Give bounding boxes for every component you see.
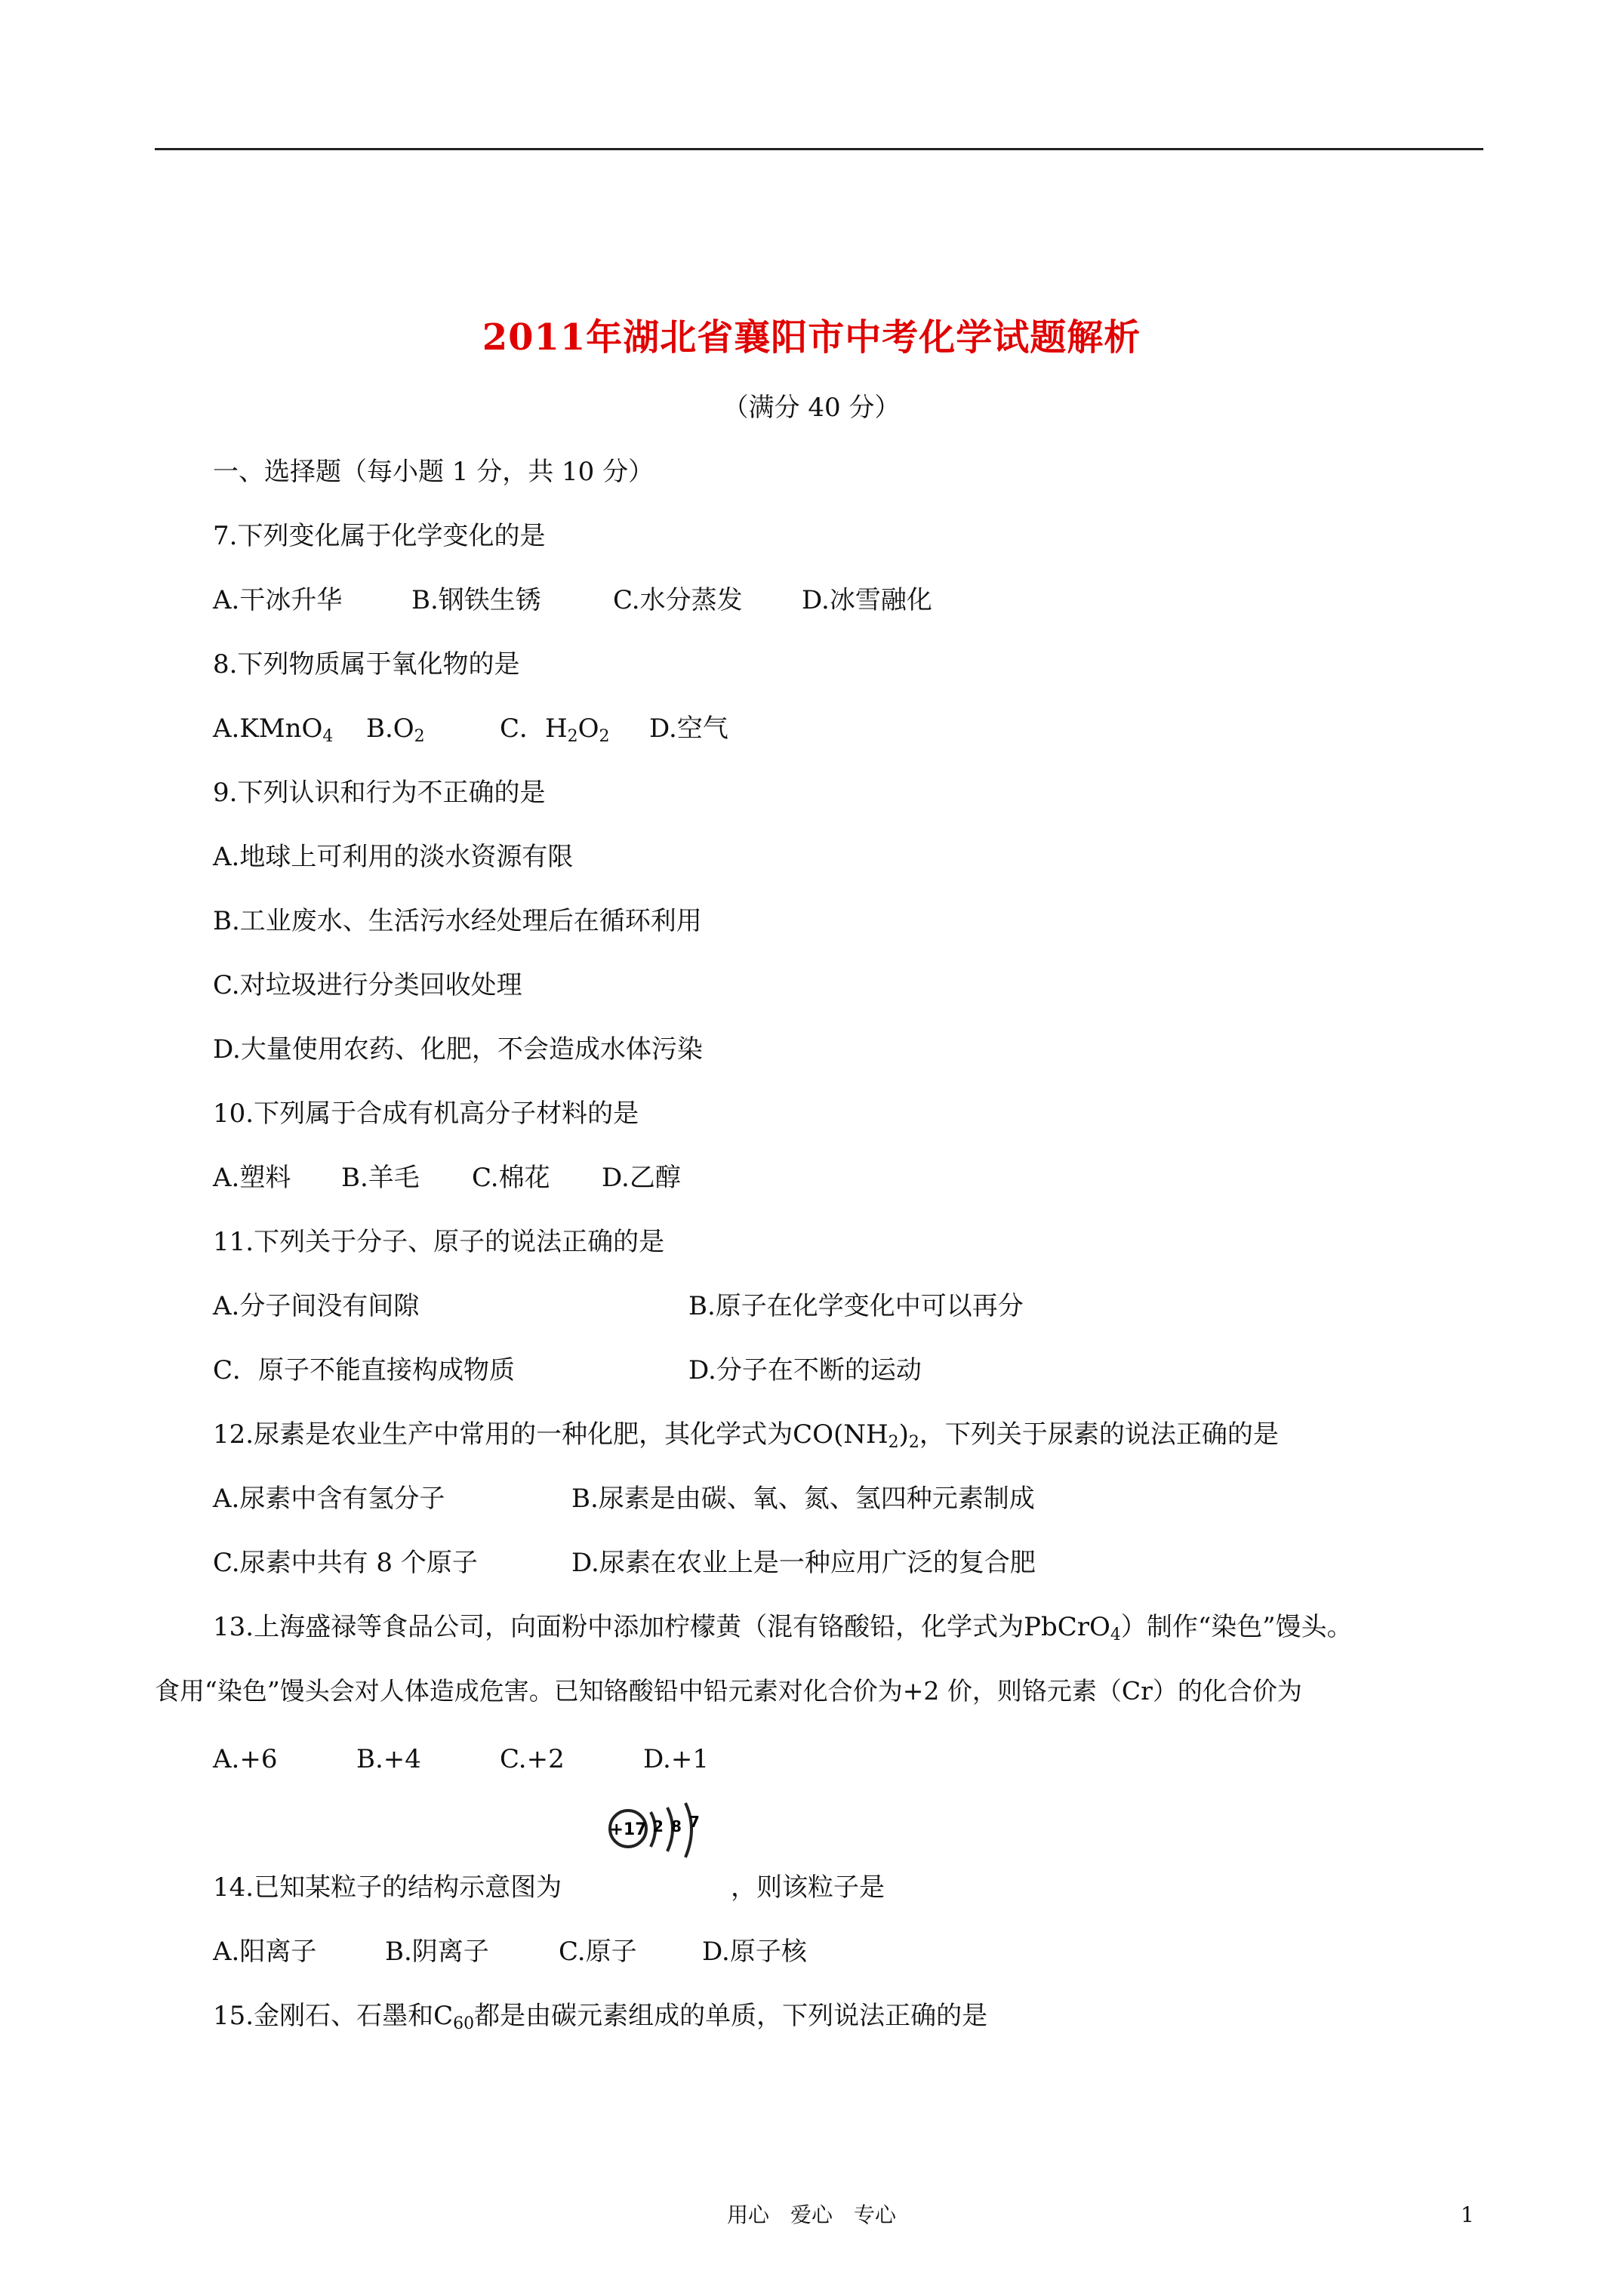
q7-stem: 7.下列变化属于化学变化的是 xyxy=(213,521,546,551)
nucleus-charge: +17 xyxy=(609,1820,647,1839)
shell-1-electrons: 2 xyxy=(653,1817,664,1835)
q9-option-d: D.大量使用农药、化肥，不会造成水体污染 xyxy=(213,1034,703,1065)
shell-3-electrons: 7 xyxy=(689,1813,700,1831)
q11-option-d: D.分子在不断的运动 xyxy=(688,1355,922,1385)
q11-option-b: B.原子在化学变化中可以再分 xyxy=(688,1291,1024,1321)
footer-motto: 用心 爱心 专心 xyxy=(726,2202,896,2227)
q13-option-b: B.+4 xyxy=(356,1744,421,1774)
q9-option-c: C.对垃圾进行分类回收处理 xyxy=(213,970,522,1000)
q10-option-c: C.棉花 xyxy=(472,1163,550,1193)
q8-option-c: C．$H_2O_2$ xyxy=(500,713,610,746)
q9-option-a: A.地球上可利用的淡水资源有限 xyxy=(213,842,574,872)
q7-option-b: B.钢铁生锈 xyxy=(411,585,541,615)
q13-option-a: A.+6 xyxy=(213,1744,278,1774)
q10-option-d: D.乙醇 xyxy=(602,1163,681,1193)
q10-option-b: B.羊毛 xyxy=(341,1163,420,1193)
section-heading: 一、选择题（每小题 1 分，共 10 分） xyxy=(213,457,654,487)
q13-stem-line2: 食用“染色”馒头会对人体造成危害。已知铬酸铅中铅元素对化合价为+2 价，则铬元素（Cr）的化合价为 xyxy=(155,1676,1302,1706)
q14-option-d: D.原子核 xyxy=(702,1937,807,1967)
page-number: 1 xyxy=(1461,2202,1474,2227)
q7-option-d: D.冰雪融化 xyxy=(802,585,932,615)
q12-option-a: A.尿素中含有氢分子 xyxy=(213,1484,445,1514)
q7-option-c: C.水分蒸发 xyxy=(613,585,743,615)
q10-option-a: A.塑料 xyxy=(213,1163,291,1193)
q12-option-b: B.尿素是由碳、氧、氮、氢四种元素制成 xyxy=(571,1484,1035,1514)
q7-option-a: A.干冰升华 xyxy=(213,585,343,615)
q10-stem: 10.下列属于合成有机高分子材料的是 xyxy=(213,1099,639,1129)
q9-stem: 9.下列认识和行为不正确的是 xyxy=(213,778,546,808)
q14-stem-pre: 14.已知某粒子的结构示意图为 xyxy=(213,1872,562,1903)
q15-stem: 15.金刚石、石墨和$C_{60}$都是由碳元素组成的单质，下列说法正确的是 xyxy=(213,2001,988,2033)
q14-option-a: A.阳离子 xyxy=(213,1937,317,1967)
shell-2-electrons: 8 xyxy=(671,1817,682,1835)
header-rule xyxy=(155,148,1483,150)
q14-stem-post: ，则该粒子是 xyxy=(731,1872,885,1903)
q13-option-c: C.+2 xyxy=(500,1744,565,1774)
q14-option-c: C.原子 xyxy=(559,1937,637,1967)
score-note: （满分 40 分） xyxy=(722,393,901,423)
q13-stem-line1: 13.上海盛禄等食品公司，向面粉中添加柠檬黄（混有铬酸铅，化学式为PbCrO$_4$）制作“染色”馒头。 xyxy=(213,1612,1353,1644)
atom-structure-diagram xyxy=(604,1797,725,1880)
q13-option-d: D.+1 xyxy=(643,1744,709,1774)
q12-option-d: D.尿素在农业上是一种应用广泛的复合肥 xyxy=(571,1548,1036,1578)
q8-stem: 8.下列物质属于氧化物的是 xyxy=(213,649,520,680)
q11-option-c: C．原子不能直接构成物质 xyxy=(213,1355,516,1385)
q14-option-b: B.阴离子 xyxy=(385,1937,489,1967)
q11-stem: 11.下列关于分子、原子的说法正确的是 xyxy=(213,1227,665,1257)
q8-option-b: $B.O_2$ xyxy=(366,713,425,746)
q12-stem: 12.尿素是农业生产中常用的一种化肥，其化学式为$CO(NH_2)_2$，下列关于尿素的说法正确的是 xyxy=(213,1419,1279,1452)
q8-option-d: D.空气 xyxy=(649,713,728,744)
q12-option-c: C.尿素中共有 8 个原子 xyxy=(213,1548,478,1578)
document-title: 2011年湖北省襄阳市中考化学试题解析 xyxy=(482,316,1141,359)
q9-option-b: B.工业废水、生活污水经处理后在循环利用 xyxy=(213,906,702,936)
q11-option-a: A.分子间没有间隙 xyxy=(213,1291,420,1321)
q8-option-a: A.KMnO$_4$ xyxy=(213,713,334,746)
